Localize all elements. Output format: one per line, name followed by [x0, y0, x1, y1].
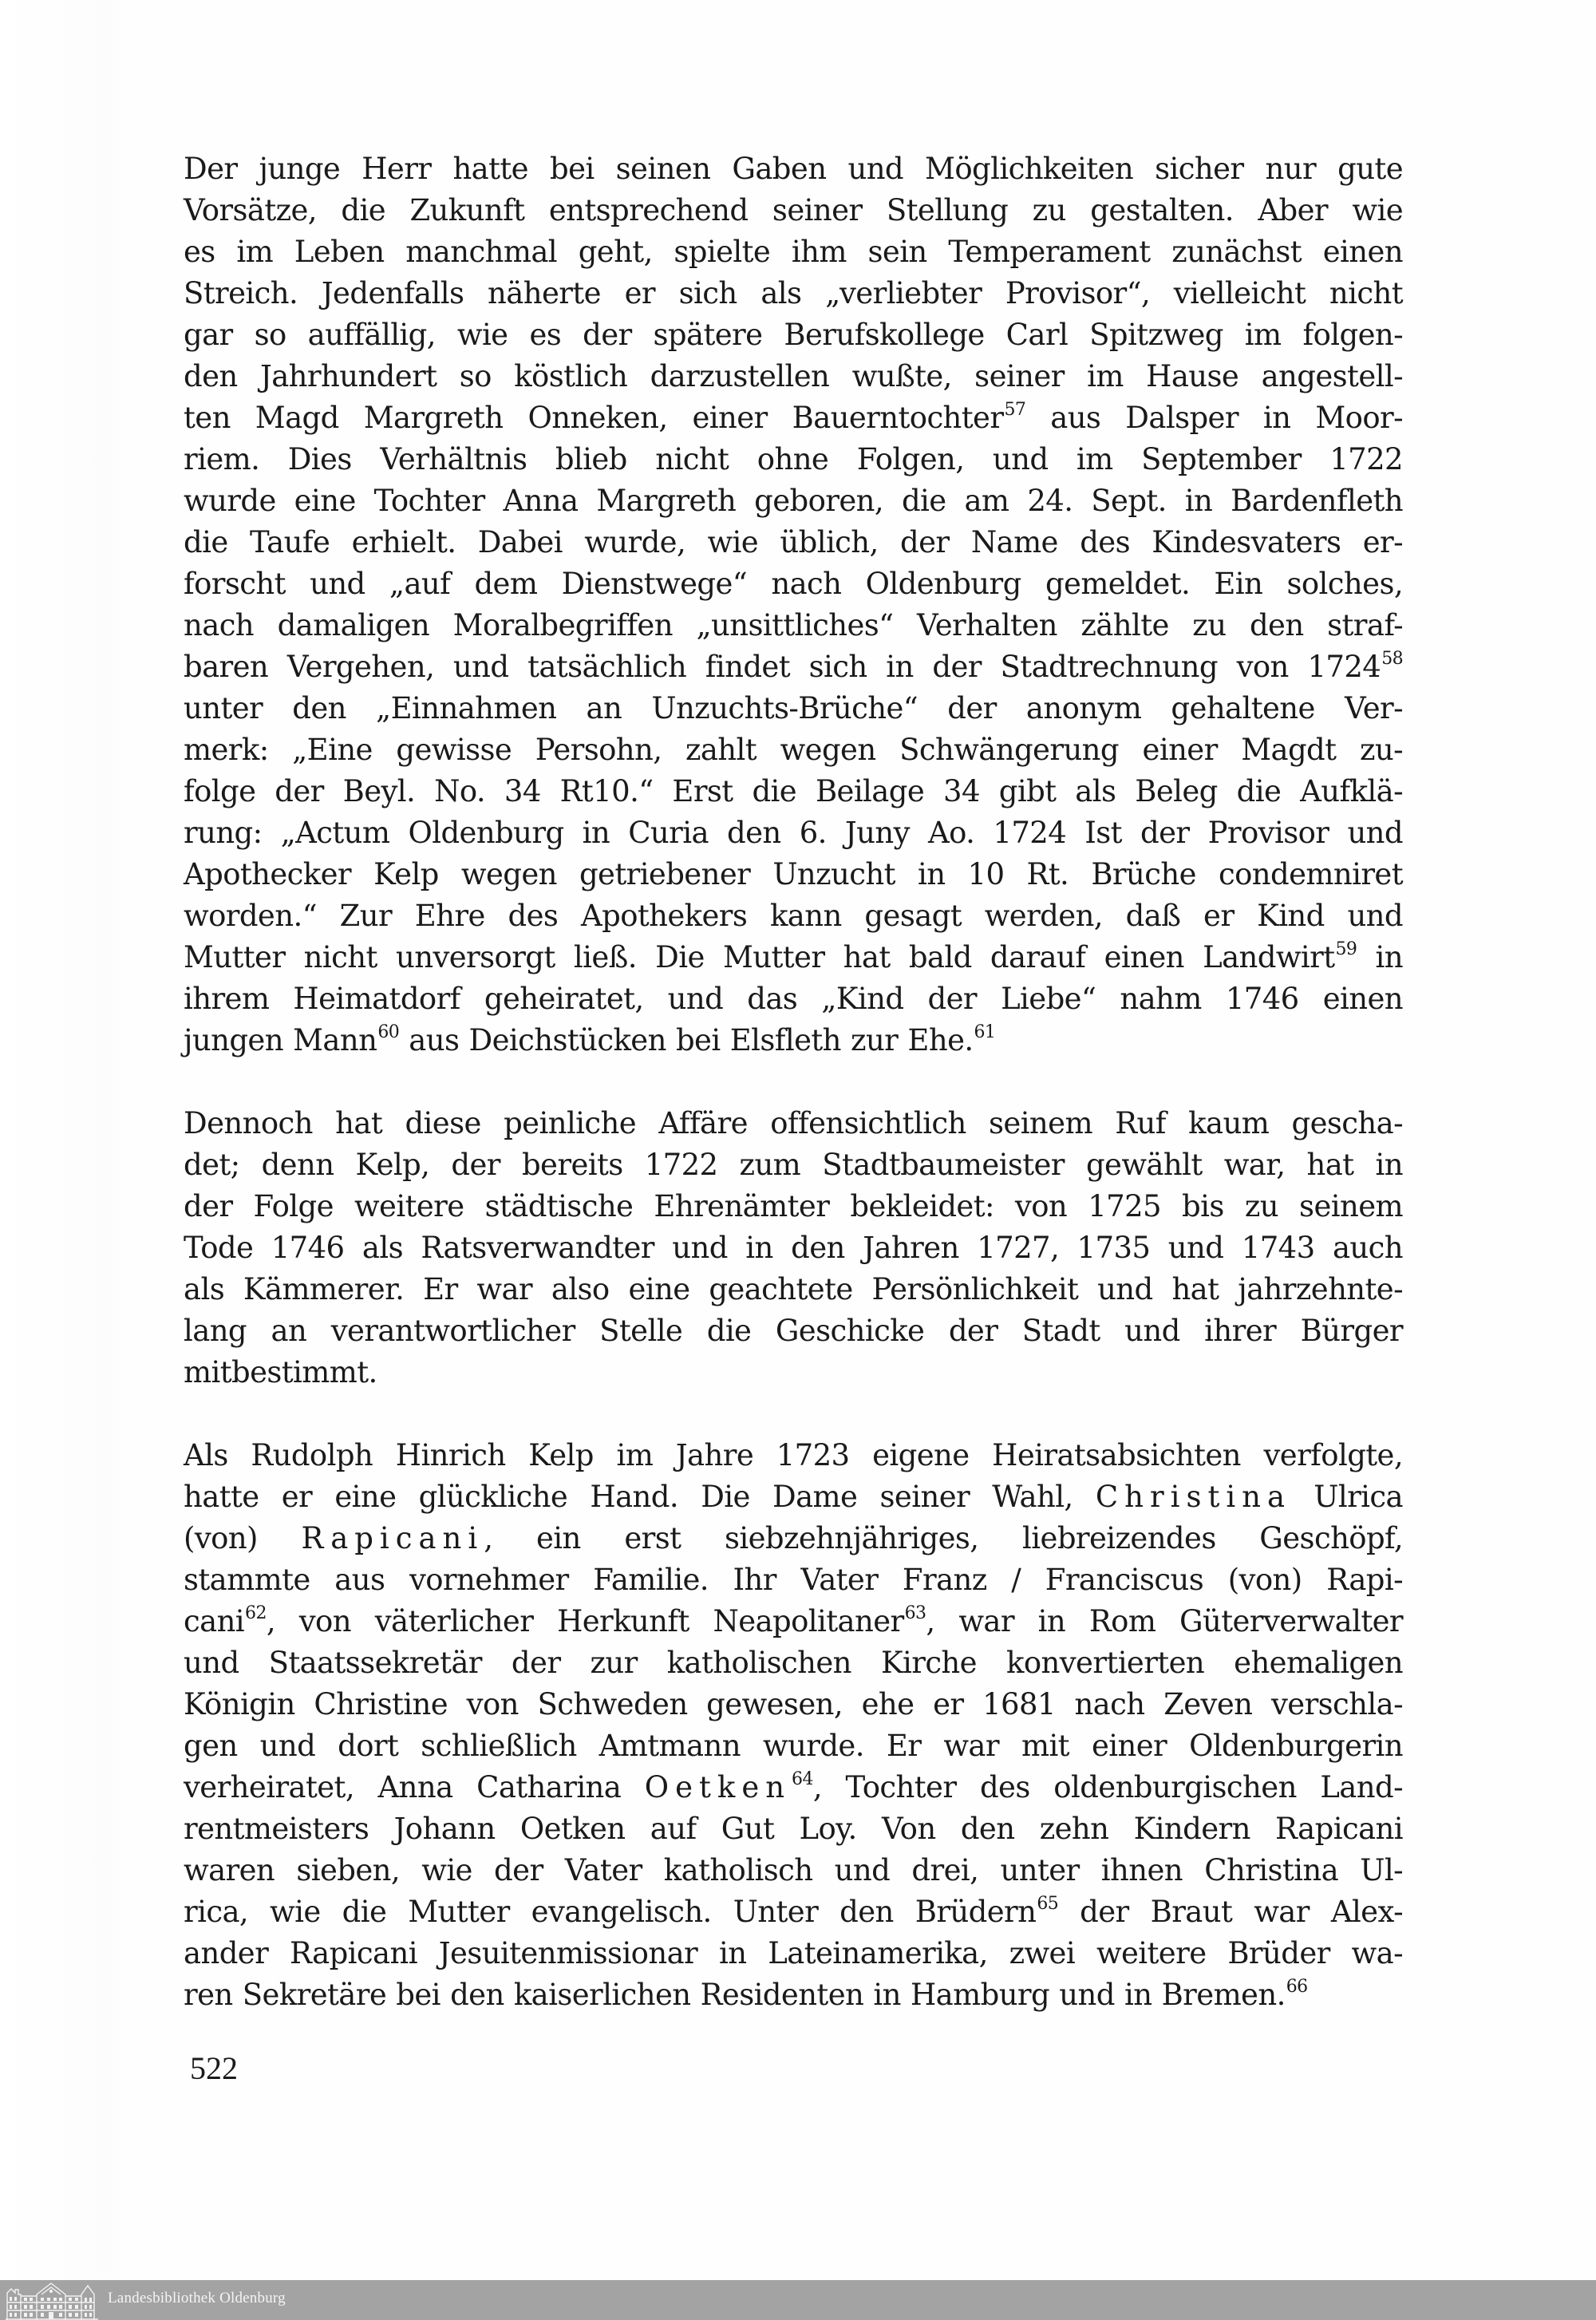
- text-run: (von): [184, 1521, 302, 1555]
- text-line: [184, 688, 1403, 729]
- text-line: [184, 1352, 1403, 1393]
- text-run: , war in Rom Güterverwalter: [926, 1604, 1403, 1638]
- text-run: Vorsätze, die Zukunft entsprechend seiner Stellung zu gestalten. Aber wie: [184, 193, 1403, 227]
- text-line: [184, 1020, 1403, 1061]
- text-line: [184, 1808, 1403, 1850]
- footnote-reference: 63: [904, 1603, 926, 1623]
- text-line: [184, 1974, 1403, 2016]
- text-line: [184, 148, 1403, 190]
- emphasized-name: Christina: [1095, 1480, 1292, 1514]
- text-run: unter den „Einnahmen an Unzuchts-Brüche“ der anonym gehaltene Ver-: [184, 691, 1403, 725]
- text-run: und Staatssekretär der zur katholischen Kirche konvertierten ehemaligen: [184, 1646, 1403, 1680]
- text-run: rung: „Actum Oldenburg in Curia den 6. Juny Ao. 1724 Ist der Provisor und: [184, 816, 1403, 850]
- library-name: Landesbibliothek Oldenburg: [108, 2290, 286, 2306]
- text-run: ihrem Heimatdorf geheiratet, und das „Kind der Liebe“ nahm 1746 einen: [184, 982, 1403, 1016]
- paragraph: [184, 148, 1403, 1061]
- text-run: mitbestimmt.: [184, 1355, 377, 1389]
- text-run: als Kämmerer. Er war also eine geachtete Persönlichkeit und hat jahrzehnte-: [184, 1272, 1403, 1306]
- text-line: [184, 937, 1403, 978]
- text-run: verheiratet, Anna Catharina: [184, 1770, 645, 1804]
- text-run: hatte er eine glückliche Hand. Die Dame seiner Wahl,: [184, 1480, 1096, 1514]
- text-line: [184, 812, 1403, 854]
- text-run: riem. Dies Verhältnis blieb nicht ohne Folgen, und im September 1722: [184, 442, 1403, 476]
- page-margin-shadow: [0, 0, 120, 2280]
- text-line: [184, 854, 1403, 895]
- footnote-reference: 65: [1037, 1894, 1059, 1914]
- text-line: [184, 1269, 1403, 1310]
- body-text: [184, 148, 1403, 2057]
- text-run: ten Magd Margreth Onneken, einer Bauerntochter: [184, 401, 1004, 435]
- footnote-reference: 62: [245, 1603, 267, 1623]
- text-run: folge der Beyl. No. 34 Rt10.“ Erst die Beilage 34 gibt als Beleg die Aufklä-: [184, 774, 1403, 808]
- text-run: jungen Mann: [184, 1023, 377, 1057]
- text-line: [184, 1310, 1403, 1352]
- paragraph: [184, 1435, 1403, 2016]
- emphasized-name: Oetken: [644, 1770, 792, 1804]
- text-run: Dennoch hat diese peinliche Affäre offensichtlich seinem Ruf kaum gescha-: [184, 1106, 1403, 1140]
- text-run: Ulrica: [1291, 1480, 1403, 1514]
- text-run: , ein erst siebzehnjähriges, liebreizendes Geschöpf,: [484, 1521, 1403, 1555]
- footnote-reference: 64: [792, 1769, 813, 1789]
- text-line: [184, 231, 1403, 273]
- text-line: [184, 480, 1403, 522]
- text-run: wurde eine Tochter Anna Margreth geboren, die am 24. Sept. in Bardenfleth: [184, 484, 1403, 518]
- text-run: , von väterlicher Herkunft Neapolitaner: [266, 1604, 904, 1638]
- footnote-reference: 58: [1381, 649, 1403, 669]
- text-line: [184, 1518, 1403, 1559]
- text-line: [184, 1435, 1403, 1476]
- text-run: Mutter nicht unversorgt ließ. Die Mutter hat bald darauf einen Landwirt: [184, 940, 1335, 974]
- text-line: [184, 1684, 1403, 1725]
- text-line: [184, 356, 1403, 397]
- text-line: [184, 1559, 1403, 1601]
- text-line: [184, 397, 1403, 439]
- library-building-icon: [5, 2282, 99, 2320]
- text-run: Der junge Herr hatte bei seinen Gaben und Möglichkeiten sicher nur gute: [184, 152, 1403, 186]
- text-line: [184, 605, 1403, 646]
- text-line: [184, 1642, 1403, 1684]
- text-run: lang an verantwortlicher Stelle die Geschicke der Stadt und ihrer Bürger: [184, 1314, 1403, 1348]
- emphasized-name: Rapicani: [301, 1521, 484, 1555]
- footnote-reference: 66: [1286, 1977, 1308, 1997]
- text-run: der Folge weitere städtische Ehrenämter bekleidet: von 1725 bis zu seinem: [184, 1189, 1403, 1223]
- text-run: Tode 1746 als Ratsverwandter und in den Jahren 1727, 1735 und 1743 auch: [184, 1231, 1403, 1265]
- text-line: [184, 1227, 1403, 1269]
- text-run: forscht und „auf dem Dienstwege“ nach Oldenburg gemeldet. Ein solches,: [184, 567, 1403, 601]
- text-run: den Jahrhundert so köstlich darzustellen wußte, seiner im Hause angestell-: [184, 359, 1403, 393]
- text-line: [184, 314, 1403, 356]
- footnote-reference: 57: [1004, 400, 1026, 420]
- text-line: [184, 771, 1403, 812]
- text-line: [184, 978, 1403, 1020]
- text-run: worden.“ Zur Ehre des Apothekers kann gesagt werden, daß er Kind und: [184, 899, 1403, 933]
- text-run: die Taufe erhielt. Dabei wurde, wie üblich, der Name des Kindesvaters er-: [184, 525, 1403, 559]
- text-run: waren sieben, wie der Vater katholisch und drei, unter ihnen Christina Ul-: [184, 1853, 1403, 1887]
- text-run: Apothecker Kelp wegen getriebener Unzucht in 10 Rt. Brüche condemniret: [184, 857, 1403, 891]
- text-line: [184, 895, 1403, 937]
- text-run: es im Leben manchmal geht, spielte ihm sein Temperament zunächst einen: [184, 235, 1403, 269]
- text-line: [184, 1933, 1403, 1974]
- text-line: [184, 1725, 1403, 1767]
- text-line: [184, 1850, 1403, 1891]
- text-line: [184, 729, 1403, 771]
- footnote-reference: 60: [377, 1022, 400, 1042]
- text-line: [184, 190, 1403, 231]
- library-footer-bar: [0, 2280, 1596, 2320]
- text-run: ander Rapicani Jesuitenmissionar in Lateinamerika, zwei weitere Brüder wa-: [184, 1936, 1403, 1970]
- text-run: nach damaligen Moralbegriffen „unsittliches“ Verhalten zählte zu den straf-: [184, 608, 1403, 642]
- text-line: [184, 1767, 1403, 1808]
- text-line: [184, 1186, 1403, 1227]
- text-run: Streich. Jedenfalls näherte er sich als „verliebter Provisor“, vielleicht nicht: [184, 276, 1403, 310]
- text-run: stammte aus vornehmer Familie. Ihr Vater Franz / Franciscus (von) Rapi-: [184, 1563, 1403, 1597]
- footnote-reference: 61: [974, 1022, 996, 1042]
- text-run: aus Deichstücken bei Elsfleth zur Ehe.: [399, 1023, 974, 1057]
- text-line: [184, 1601, 1403, 1642]
- text-line: [184, 522, 1403, 563]
- footnote-reference: 59: [1335, 939, 1357, 959]
- text-line: [184, 439, 1403, 480]
- text-line: [184, 646, 1403, 688]
- page-number: 522: [190, 2050, 238, 2086]
- text-run: gen und dort schließlich Amtmann wurde. Er war mit einer Oldenburgerin: [184, 1729, 1403, 1763]
- text-line: [184, 1476, 1403, 1518]
- text-line: [184, 1891, 1403, 1933]
- text-run: rica, wie die Mutter evangelisch. Unter den Brüdern: [184, 1895, 1037, 1929]
- text-run: , Tochter des oldenburgischen Land-: [812, 1770, 1403, 1804]
- text-run: der Braut war Alex-: [1058, 1895, 1403, 1929]
- text-run: merk: „Eine gewisse Persohn, zahlt wegen Schwängerung einer Magdt zu-: [184, 733, 1403, 767]
- text-run: Als Rudolph Hinrich Kelp im Jahre 1723 eigene Heiratsabsichten verfolgte,: [184, 1438, 1403, 1472]
- text-line: [184, 1103, 1403, 1144]
- text-line: [184, 273, 1403, 314]
- text-line: [184, 563, 1403, 605]
- text-run: Königin Christine von Schweden gewesen, ehe er 1681 nach Zeven verschla-: [184, 1687, 1403, 1721]
- text-run: det; denn Kelp, der bereits 1722 zum Stadtbaumeister gewählt war, hat in: [184, 1148, 1403, 1182]
- text-run: gar so auffällig, wie es der spätere Berufskollege Carl Spitzweg im folgen-: [184, 318, 1403, 352]
- text-run: aus Dalsper in Moor-: [1025, 401, 1403, 435]
- text-line: [184, 1144, 1403, 1186]
- text-run: in: [1357, 940, 1403, 974]
- text-run: baren Vergehen, und tatsächlich findet sich in der Stadtrechnung von 1724: [184, 650, 1381, 684]
- text-run: cani: [184, 1604, 245, 1638]
- paragraph: [184, 1103, 1403, 1393]
- text-run: rentmeisters Johann Oetken auf Gut Loy. Von den zehn Kindern Rapicani: [184, 1812, 1403, 1846]
- text-run: ren Sekretäre bei den kaiserlichen Residenten in Hamburg und in Bremen.: [184, 1978, 1286, 2012]
